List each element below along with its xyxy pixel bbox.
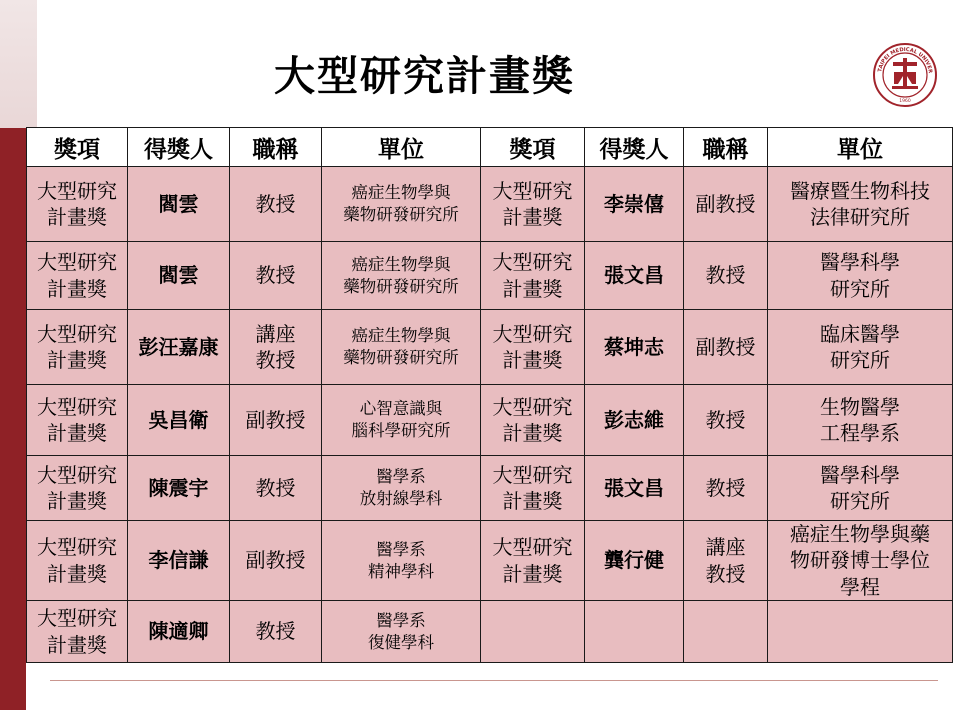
award-cell (481, 456, 585, 521)
job-title-cell (230, 521, 322, 601)
unit-cell (322, 521, 481, 601)
table-row (27, 310, 953, 385)
column-header: 得獎人 (128, 128, 230, 167)
column-header: 職稱 (684, 128, 768, 167)
job-title-cell (684, 456, 768, 521)
award-cell-line: 計畫獎 (47, 205, 107, 229)
award-cell-line: 大型研究 (37, 321, 117, 346)
recipient-cell (585, 601, 684, 663)
unit-cell-line: 癌症生物學與 (351, 326, 451, 346)
table-row (27, 456, 953, 521)
job-title-cell-line: 教授 (255, 619, 296, 644)
job-title-cell-line: 教授 (705, 263, 746, 288)
award-cell-line: 計畫獎 (47, 348, 107, 372)
footer-divider (50, 680, 938, 681)
tmu-seal-icon (872, 42, 938, 108)
award-cell-line: 計畫獎 (47, 421, 107, 445)
job-title-cell (684, 601, 768, 663)
left-accent-top (0, 0, 37, 128)
unit-cell-line: 放射線學科 (359, 489, 443, 508)
award-cell-line: 計畫獎 (502, 205, 563, 229)
recipient-cell: 張文昌 (585, 456, 684, 521)
unit-cell (768, 521, 953, 601)
table-row (27, 167, 953, 242)
job-title-cell-line: 副教授 (245, 548, 306, 573)
recipient-cell: 彭汪嘉康 (128, 310, 230, 385)
job-title-cell (684, 242, 768, 310)
job-title-cell-line: 教授 (705, 475, 746, 500)
award-cell (481, 167, 585, 242)
job-title-cell (684, 167, 768, 242)
job-title-cell (230, 456, 322, 521)
award-cell (481, 385, 585, 456)
job-title-cell (684, 385, 768, 456)
table-header-row (27, 128, 953, 167)
unit-cell-line: 藥物研發研究所 (343, 205, 459, 224)
award-cell (27, 521, 128, 601)
unit-cell (768, 242, 953, 310)
job-title-cell-line: 講座 (705, 535, 746, 560)
table-row (27, 242, 953, 310)
recipient-cell: 陳適卿 (128, 601, 230, 663)
unit-cell (322, 385, 481, 456)
awards-table (26, 127, 953, 663)
unit-cell-line: 藥物研發研究所 (343, 348, 459, 367)
award-cell-line: 計畫獎 (502, 561, 563, 586)
recipient-cell: 李信謙 (128, 521, 230, 601)
job-title-cell-line: 教授 (255, 475, 296, 500)
award-cell (481, 601, 585, 663)
job-title-cell-line: 教授 (705, 407, 746, 432)
award-cell (27, 601, 128, 663)
table-row (27, 601, 953, 663)
job-title-cell-line: 教授 (705, 561, 746, 586)
unit-cell-line: 癌症生物學與藥 (790, 522, 930, 546)
award-cell-line: 大型研究 (37, 535, 117, 560)
unit-cell (322, 242, 481, 310)
column-header: 得獎人 (585, 128, 684, 167)
unit-cell-line: 研究所 (830, 489, 890, 513)
recipient-cell: 閻雲 (128, 242, 230, 310)
recipient-cell: 龔行健 (585, 521, 684, 601)
table-row (27, 385, 953, 456)
column-header: 獎項 (481, 128, 585, 167)
recipient-cell: 張文昌 (585, 242, 684, 310)
unit-cell-line: 心智意識與 (359, 399, 443, 419)
unit-cell-line: 臨床醫學 (820, 321, 900, 346)
job-title-cell-line: 副教授 (245, 407, 306, 432)
award-cell (27, 167, 128, 242)
award-cell-line: 計畫獎 (502, 348, 563, 372)
award-cell (481, 310, 585, 385)
award-cell-line: 大型研究 (492, 394, 573, 419)
job-title-cell-line: 副教授 (695, 334, 756, 359)
award-cell-line: 計畫獎 (47, 561, 107, 586)
award-cell (481, 242, 585, 310)
job-title-cell (230, 310, 322, 385)
unit-cell-line: 研究所 (830, 276, 890, 301)
unit-cell-line: 工程學系 (820, 421, 900, 445)
unit-cell-line: 復健學科 (368, 632, 434, 652)
unit-cell-line: 醫學系 (376, 610, 426, 630)
award-cell (27, 385, 128, 456)
unit-cell (322, 456, 481, 521)
unit-cell (322, 310, 481, 385)
job-title-cell-line: 教授 (255, 191, 296, 216)
unit-cell-line: 醫學科學 (820, 250, 900, 275)
unit-cell (768, 167, 953, 242)
award-cell-line: 計畫獎 (47, 632, 107, 657)
column-header: 單位 (322, 128, 481, 167)
unit-cell-line: 研究所 (830, 348, 890, 372)
unit-cell-line: 物研發博士學位 (790, 548, 930, 573)
recipient-cell: 閻雲 (128, 167, 230, 242)
recipient-cell: 彭志維 (585, 385, 684, 456)
award-cell-line: 大型研究 (492, 178, 573, 203)
unit-cell-line: 醫學系 (376, 539, 426, 559)
job-title-cell (684, 521, 768, 601)
table-body (27, 167, 953, 663)
unit-cell (768, 601, 953, 663)
column-header: 職稱 (230, 128, 322, 167)
unit-cell-line: 學程 (840, 574, 880, 599)
award-cell-line: 大型研究 (37, 178, 117, 203)
svg-text:1960: 1960 (899, 99, 911, 104)
job-title-cell-line: 副教授 (695, 191, 756, 216)
job-title-cell (230, 167, 322, 242)
unit-cell-line: 醫學系 (376, 467, 426, 487)
column-header: 單位 (768, 128, 953, 167)
award-cell-line: 計畫獎 (502, 276, 563, 301)
award-cell-line: 大型研究 (37, 462, 117, 487)
job-title-cell (230, 242, 322, 310)
unit-cell-line: 醫療暨生物科技 (790, 178, 930, 203)
award-cell-line: 大型研究 (492, 462, 573, 487)
award-cell (27, 242, 128, 310)
unit-cell-line: 精神學科 (368, 561, 434, 581)
award-cell-line: 計畫獎 (47, 276, 107, 301)
award-cell-line: 大型研究 (37, 394, 117, 419)
unit-cell-line: 腦科學研究所 (351, 421, 451, 440)
left-accent-bar (0, 128, 26, 710)
award-cell-line: 大型研究 (37, 606, 117, 631)
award-cell-line: 計畫獎 (47, 489, 107, 513)
table-row (27, 521, 953, 601)
unit-cell-line: 法律研究所 (810, 205, 910, 229)
job-title-cell (230, 601, 322, 663)
page-title: 大型研究計畫獎 (274, 52, 575, 100)
award-cell (27, 456, 128, 521)
job-title-cell (684, 310, 768, 385)
unit-cell (768, 385, 953, 456)
recipient-cell: 李崇僖 (585, 167, 684, 242)
unit-cell (322, 601, 481, 663)
unit-cell-line: 生物醫學 (820, 394, 900, 419)
award-cell (481, 521, 585, 601)
unit-cell-line: 藥物研發研究所 (343, 276, 459, 296)
award-cell-line: 計畫獎 (502, 489, 563, 513)
award-cell (27, 310, 128, 385)
unit-cell (322, 167, 481, 242)
award-cell-line: 大型研究 (37, 250, 117, 275)
unit-cell (768, 456, 953, 521)
award-cell-line: 計畫獎 (502, 421, 563, 445)
unit-cell-line: 癌症生物學與 (351, 254, 451, 274)
recipient-cell: 陳震宇 (128, 456, 230, 521)
award-cell-line: 大型研究 (492, 250, 573, 275)
award-cell-line: 大型研究 (492, 535, 573, 560)
award-cell-line: 大型研究 (492, 321, 573, 346)
recipient-cell: 吳昌衛 (128, 385, 230, 456)
unit-cell-line: 醫學科學 (820, 462, 900, 487)
recipient-cell: 蔡坤志 (585, 310, 684, 385)
unit-cell (768, 310, 953, 385)
job-title-cell-line: 講座 (255, 321, 296, 346)
job-title-cell-line: 教授 (255, 348, 296, 372)
unit-cell-line: 癌症生物學與 (351, 183, 451, 203)
job-title-cell (230, 385, 322, 456)
job-title-cell-line: 教授 (255, 263, 296, 288)
column-header: 獎項 (27, 128, 128, 167)
svg-text:TAIPEI MEDICAL UNIVERSITY: TAIPEI MEDICAL UNIVER (877, 46, 933, 74)
